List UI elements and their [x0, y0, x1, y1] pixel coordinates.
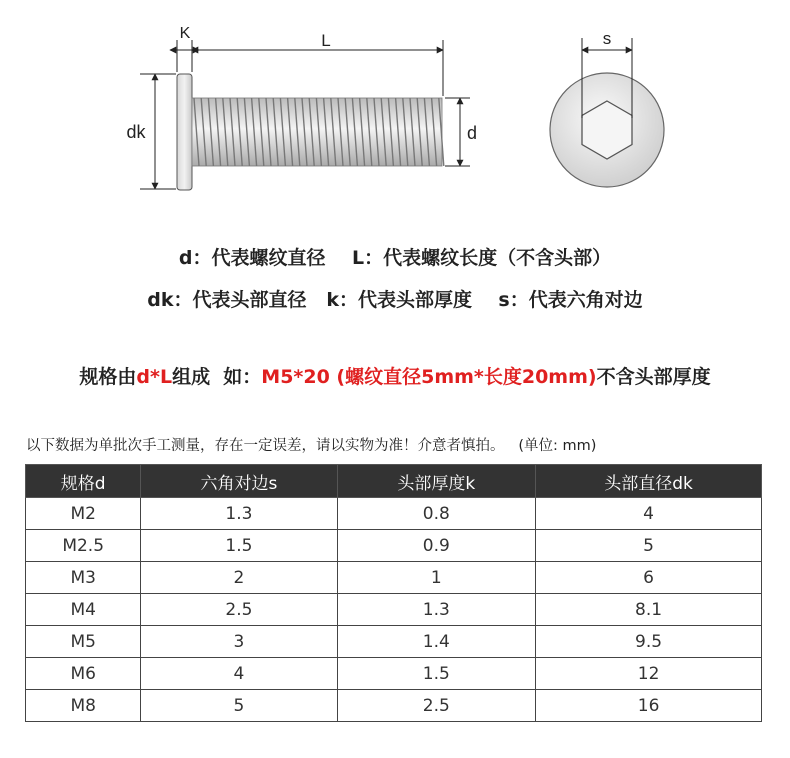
cell-s: 4: [141, 658, 337, 690]
cell-spec: M5: [26, 626, 141, 658]
screw-head: [177, 74, 192, 190]
header-spec-d: 规格d: [26, 465, 141, 498]
table-row: [26, 562, 762, 594]
k-dimension-label: K: [179, 25, 191, 42]
cell-dk: 16: [536, 690, 762, 722]
cell-k: 1.4: [337, 626, 536, 658]
spec-text-3: 不含头部厚度: [596, 366, 711, 388]
cell-spec: M4: [26, 594, 141, 626]
cell-dk: 5: [536, 530, 762, 562]
table-row: [26, 626, 762, 658]
d-dimension-label: d: [467, 123, 478, 143]
cell-s: 1.5: [141, 530, 337, 562]
spec-table: [25, 464, 762, 722]
cell-s: 2.5: [141, 594, 337, 626]
cell-s: 2: [141, 562, 337, 594]
cell-dk: 12: [536, 658, 762, 690]
s-dimension-label: s: [602, 29, 612, 48]
cell-spec: M6: [26, 658, 141, 690]
l-dimension-label: L: [321, 31, 331, 50]
table-header-row: [26, 465, 762, 498]
header-head-dk: 头部直径dk: [536, 465, 762, 498]
legend-line-1: d：代表螺纹直径 L：代表螺纹长度（不含头部）: [178, 247, 612, 269]
cell-dk: 4: [536, 498, 762, 530]
cell-k: 2.5: [337, 690, 536, 722]
table-row: [26, 594, 762, 626]
spec-example: M5*20 (螺纹直径5mm*长度20mm): [261, 366, 597, 388]
measurement-note: 以下数据为单批次手工测量，存在一定误差，请以实物为准！介意者慎拍。 (单位: mm): [26, 438, 597, 454]
table-row: [26, 530, 762, 562]
cell-dk: 6: [536, 562, 762, 594]
spec-text-dl: d*L: [136, 366, 173, 388]
header-head-k: 头部厚度k: [337, 465, 536, 498]
cell-spec: M2: [26, 498, 141, 530]
table-row: [26, 690, 762, 722]
cell-k: 1: [337, 562, 536, 594]
cell-dk: 9.5: [536, 626, 762, 658]
table-row: [26, 498, 762, 530]
cell-k: 1.3: [337, 594, 536, 626]
cell-s: 1.3: [141, 498, 337, 530]
spec-text-2: 组成 如：: [172, 366, 262, 388]
cell-s: 5: [141, 690, 337, 722]
cell-s: 3: [141, 626, 337, 658]
legend-line-2: dk：代表头部直径 k：代表头部厚度 s：代表六角对边: [147, 289, 643, 311]
header-hex-s: 六角对边s: [141, 465, 337, 498]
table-row: [26, 658, 762, 690]
cell-spec: M2.5: [26, 530, 141, 562]
cell-k: 0.9: [337, 530, 536, 562]
cell-dk: 8.1: [536, 594, 762, 626]
spec-format-line: [0, 362, 790, 389]
cell-spec: M3: [26, 562, 141, 594]
cell-spec: M8: [26, 690, 141, 722]
dk-dimension-label: dk: [126, 122, 146, 142]
cell-k: 1.5: [337, 658, 536, 690]
cell-k: 0.8: [337, 498, 536, 530]
spec-text-1: 规格由: [79, 366, 137, 388]
screw-dimension-diagram: [0, 0, 790, 215]
